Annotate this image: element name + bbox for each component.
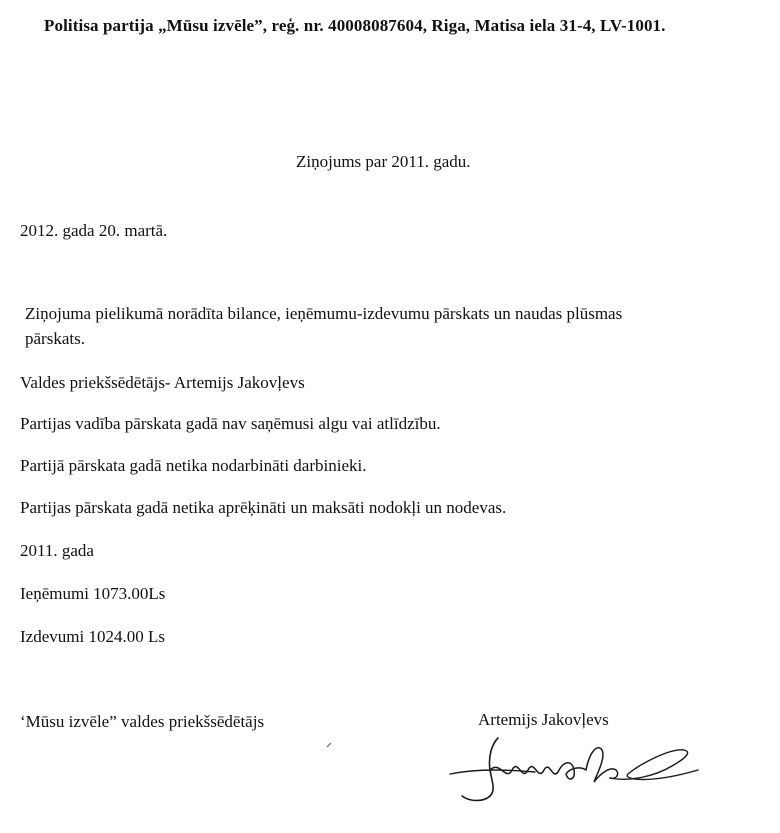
signatory-title: ‘Mūsu izvēle” valdes priekšsēdētājs <box>20 712 265 731</box>
taxes-statement: Partijas pārskata gadā netika aprēķināti un maksāti nodokļi un nodevas. <box>20 498 507 517</box>
income-line: Ieņēmumi 1073.00Ls <box>20 584 166 603</box>
attachment-note-line-1: Ziņojuma pielikumā norādīta bilance, ieņēmumu-izdevumu pārskats un naudas plūsmas <box>25 304 623 323</box>
salary-statement: Partijas vadība pārskata gadā nav saņēmusi algu vai atlīdzību. <box>20 414 441 433</box>
document-title: Ziņojums par 2011. gadu. <box>296 152 471 171</box>
employees-statement: Partijā pārskata gadā netika nodarbināti darbinieki. <box>20 456 367 475</box>
signatory-name: Artemijs Jakovļevs <box>478 710 609 729</box>
attachment-note-line-2: pārskats. <box>25 329 85 348</box>
handwritten-signature <box>440 730 710 810</box>
board-chairman-line: Valdes priekšsēdētājs- Artemijs Jakovļevs <box>20 373 305 392</box>
year-label: 2011. gada <box>20 541 94 560</box>
letterhead: Politisa partija „Mūsu izvēle”, reģ. nr. 40008087604, Riga, Matisa iela 31-4, LV-1001. <box>44 16 666 35</box>
document-date: 2012. gada 20. martā. <box>20 221 168 240</box>
scan-mark <box>326 742 332 748</box>
expenses-line: Izdevumi 1024.00 Ls <box>20 627 165 646</box>
